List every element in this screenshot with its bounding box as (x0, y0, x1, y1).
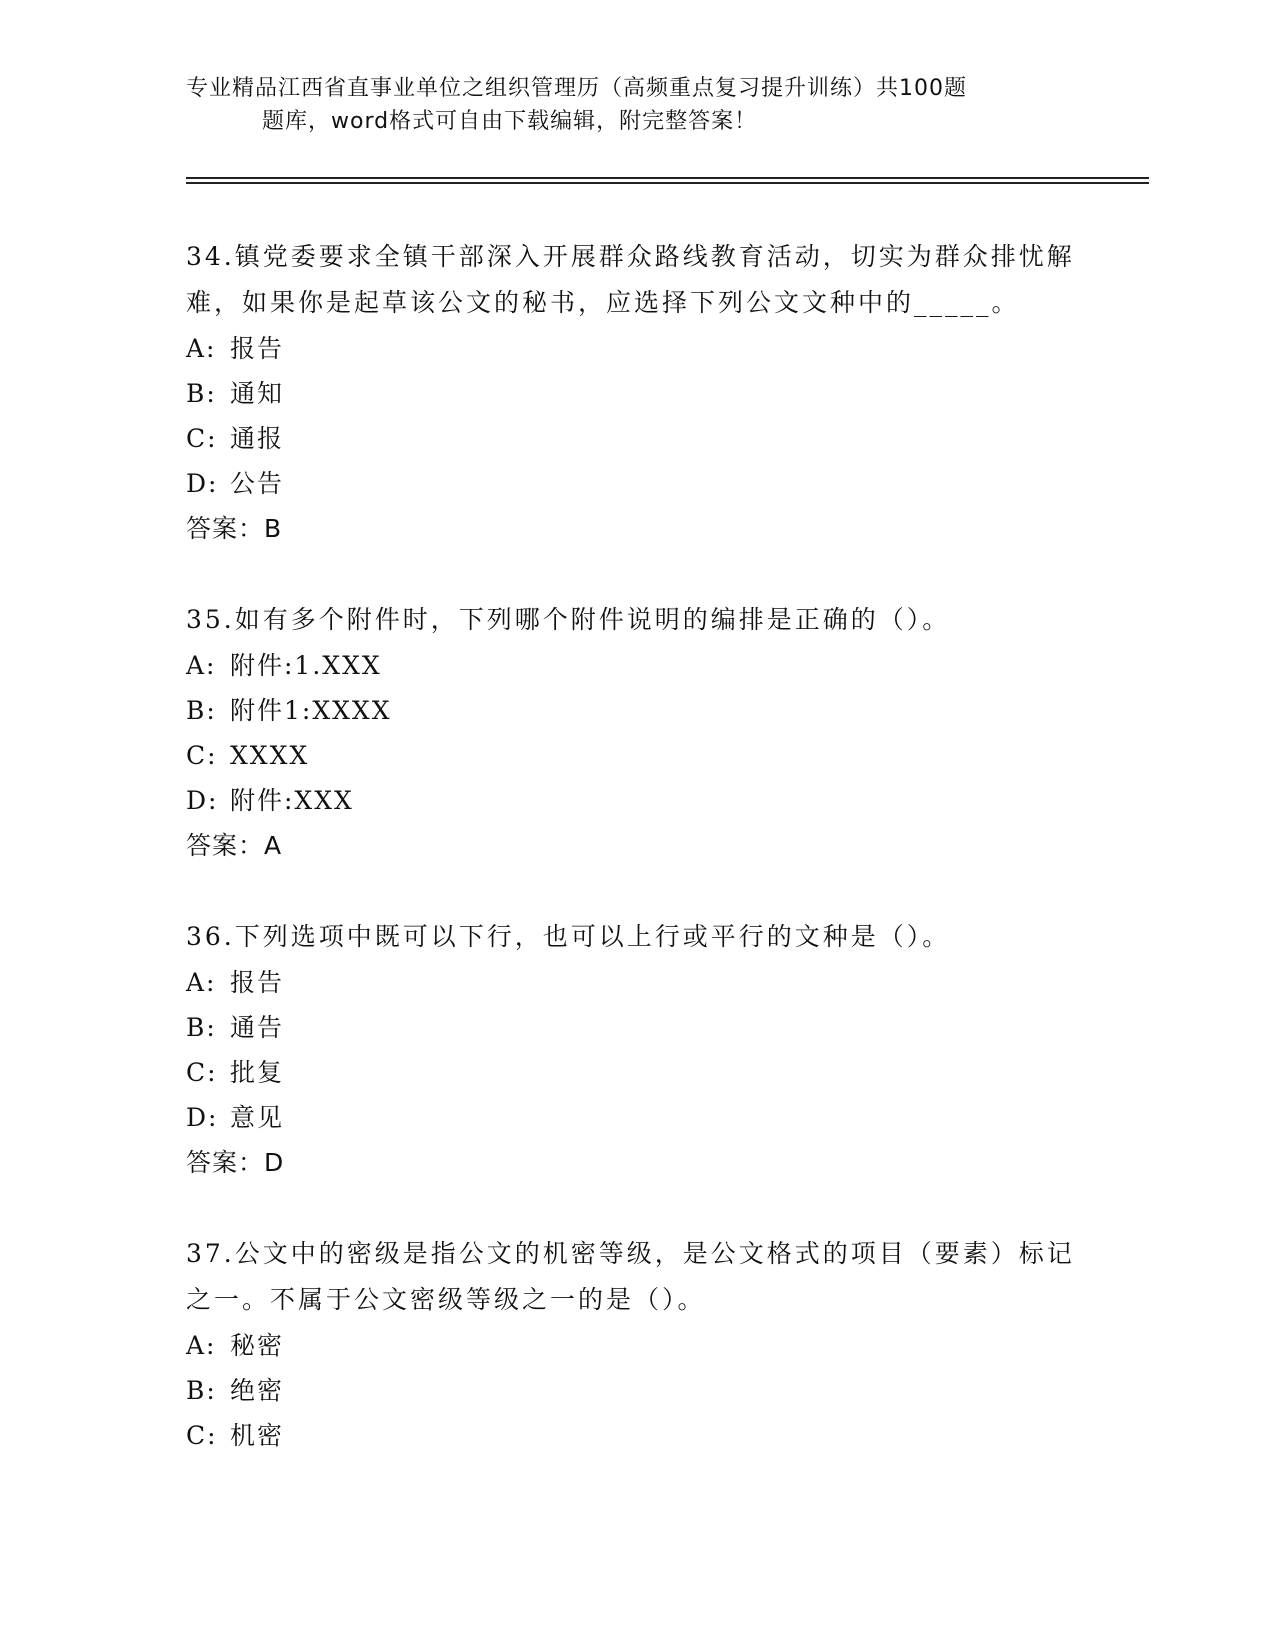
option-key: A: (186, 651, 217, 680)
option-a (186, 326, 1086, 371)
option-b (186, 1368, 1086, 1413)
option-text: 报告 (230, 334, 285, 363)
option-b (186, 688, 1086, 733)
document-header (186, 72, 1086, 138)
option-text: 通知 (230, 379, 285, 408)
option-text: 意见 (230, 1103, 285, 1132)
header-divider-top (186, 177, 1149, 179)
option-key: C: (186, 424, 218, 453)
option-c (186, 1413, 1086, 1458)
option-a (186, 960, 1086, 1005)
option-text: 附件:XXX (230, 786, 354, 815)
option-text: 绝密 (230, 1376, 285, 1405)
option-text: 通告 (230, 1013, 285, 1042)
option-text: 秘密 (230, 1331, 285, 1360)
header-divider-bottom (186, 182, 1149, 184)
option-key: B: (186, 1013, 217, 1042)
option-d (186, 1095, 1086, 1140)
option-key: C: (186, 1058, 218, 1087)
option-key: C: (186, 741, 218, 770)
header-title-line-1: 专业精品江西省直事业单位之组织管理历（高频重点复习提升训练）共100题 (186, 76, 967, 101)
option-c (186, 416, 1086, 461)
option-text: 报告 (230, 968, 285, 997)
option-key: A: (186, 968, 217, 997)
option-a (186, 1323, 1086, 1368)
option-c (186, 733, 1086, 778)
option-key: B: (186, 1376, 217, 1405)
question-34 (186, 234, 1086, 552)
question-36 (186, 914, 1086, 1186)
option-text: 机密 (230, 1421, 285, 1450)
question-stem: 34.镇党委要求全镇干部深入开展群众路线教育活动，切实为群众排忧解难，如果你是起草该公文的秘书，应选择下列公文文种中的_____。 (186, 242, 1075, 317)
header-title-line-2: 题库，word格式可自由下载编辑，附完整答案！ (262, 109, 758, 134)
option-key: C: (186, 1421, 218, 1450)
question-stem: 35.如有多个附件时，下列哪个附件说明的编排是正确的（）。 (186, 605, 951, 634)
question-stem: 36.下列选项中既可以下行，也可以上行或平行的文种是（）。 (186, 922, 951, 951)
option-key: B: (186, 379, 217, 408)
option-text: 批复 (230, 1058, 285, 1087)
question-list (186, 234, 1086, 1503)
option-d (186, 461, 1086, 506)
answer-line: 答案：B (186, 514, 283, 543)
option-text: 附件:1.XXX (230, 651, 382, 680)
answer-line: 答案：D (186, 1148, 285, 1177)
question-35 (186, 597, 1086, 869)
option-c (186, 1050, 1086, 1095)
question-stem: 37.公文中的密级是指公文的机密等级，是公文格式的项目（要素）标记之一。不属于公文密级等级之一的是（）。 (186, 1239, 1075, 1314)
option-key: D: (186, 469, 219, 498)
option-text: 通报 (230, 424, 285, 453)
option-key: D: (186, 786, 219, 815)
option-d (186, 778, 1086, 823)
option-key: A: (186, 1331, 217, 1360)
answer-line: 答案：A (186, 831, 283, 860)
option-key: B: (186, 696, 217, 725)
option-key: A: (186, 334, 217, 363)
option-text: 附件1:XXXX (230, 696, 392, 725)
option-a (186, 643, 1086, 688)
option-text: 公告 (230, 469, 285, 498)
option-b (186, 1005, 1086, 1050)
option-b (186, 371, 1086, 416)
option-text: XXXX (230, 741, 310, 770)
option-key: D: (186, 1103, 219, 1132)
question-37 (186, 1231, 1086, 1458)
